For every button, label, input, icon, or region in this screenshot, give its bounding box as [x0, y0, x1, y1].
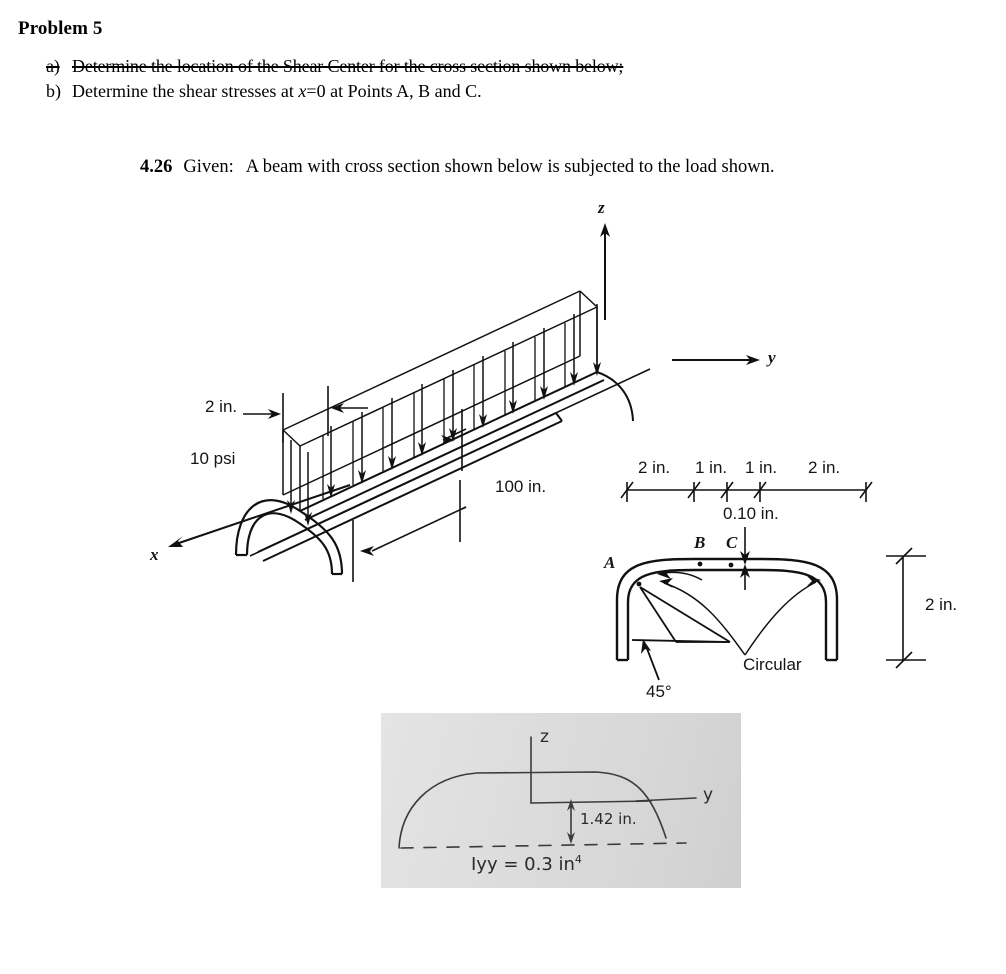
beam-length-label: 100 in. [495, 477, 547, 496]
given-label: Given: [183, 157, 234, 177]
figure-svg [0, 190, 1006, 710]
axis-z-label: z [598, 198, 605, 217]
cs-dim-3: 1 in. [745, 458, 778, 477]
point-label-c: C [726, 533, 738, 552]
given-statement [140, 157, 774, 178]
figure-scanned-drawing [0, 190, 1006, 710]
page-title: Problem 5 [18, 18, 103, 39]
task-item-a [46, 54, 946, 79]
axis-z-arrow [600, 223, 610, 320]
point-marker-c [729, 563, 734, 568]
task-b-marker: b) [46, 81, 61, 101]
hand-inertia-text: Iyy = 0.3 in [471, 854, 575, 875]
handwritten-note-photo [381, 713, 741, 888]
task-b-text-after: =0 at Points A, B and C. [306, 81, 482, 101]
hand-centroid-line [531, 801, 651, 803]
given-text: A beam with cross section shown below is subjected to the load shown. [245, 157, 775, 177]
task-b-variable: x [298, 81, 307, 101]
task-a-marker: a) [46, 56, 60, 76]
point-marker-b [698, 562, 703, 567]
hand-axis-y-label: y [703, 785, 714, 805]
angle-label-45: 45° [646, 682, 672, 701]
cs-dim-2: 1 in. [695, 458, 728, 477]
arch-cross-section [617, 559, 837, 660]
task-list [46, 54, 946, 104]
axis-y-arrow [672, 355, 760, 365]
cs-dim-1: 2 in. [638, 458, 671, 477]
hand-centroid-dim: 1.42 in. [580, 810, 637, 828]
height-dimension [886, 548, 926, 668]
point-label-a: A [604, 553, 616, 572]
beam-width-label: 2 in. [205, 397, 238, 416]
hand-axis-z-label: z [540, 727, 549, 747]
cs-dim-4: 2 in. [808, 458, 841, 477]
hand-inertia-value [471, 853, 582, 875]
hand-axis-y-line [636, 798, 696, 801]
given-number: 4.26 [140, 157, 173, 177]
task-item-b [46, 79, 946, 104]
width-dimension [243, 386, 368, 443]
length-dimension [250, 369, 650, 582]
hand-inertia-exponent: 4 [574, 853, 582, 866]
circular-note: Circular [743, 655, 802, 674]
point-label-b: B [694, 533, 706, 552]
point-marker-a [637, 582, 642, 587]
hand-baseline-dashed [401, 843, 686, 848]
pressure-label: 10 psi [190, 449, 236, 468]
axis-y-label: y [768, 348, 776, 367]
cross-section-dimension-line [621, 482, 872, 502]
cs-height-label: 2 in. [925, 595, 958, 614]
thickness-label: 0.10 in. [723, 504, 779, 523]
axis-x-label: x [150, 545, 159, 564]
task-b-text-before: Determine the shear stresses at [72, 81, 299, 101]
beam-body [258, 372, 633, 561]
task-a-text: Determine the location of the Shear Center for the cross section shown below; [72, 56, 624, 76]
task-b-text [72, 79, 482, 104]
angle-indicator-45 [632, 587, 730, 680]
